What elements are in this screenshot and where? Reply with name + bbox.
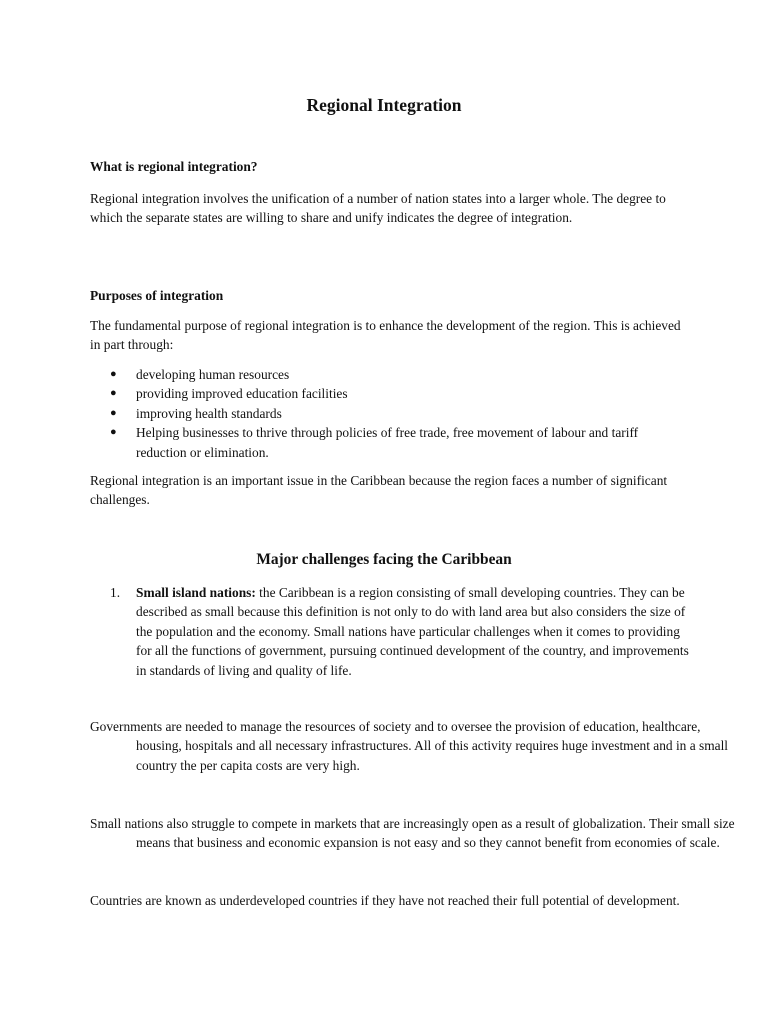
list-item (90, 423, 690, 462)
bullet-text: developing human resources (136, 367, 290, 382)
bullet-text: providing improved education facilities (136, 386, 348, 402)
document-title: Regional Integration (306, 95, 462, 115)
list-number: 1. (110, 585, 121, 600)
section-heading-major-challenges: Major challenges facing the Caribbean (256, 551, 512, 568)
bullet-icon: ● (110, 387, 117, 400)
challenge-lead-text: Small island nations: (136, 585, 256, 600)
section-heading-purposes: Purposes of integration (90, 288, 224, 303)
list-item (90, 365, 690, 384)
challenge-body-text: the Caribbean is a region consisting of small developing countries. They can be described as small because this definition is not only to do with land area but also considers the size of the population and the economy. Small nations have particular challenges when it comes to providing for all the functions of government, pursuing continued development of the country, and improvements in standards of living and quality of life. (136, 585, 689, 678)
list-item (90, 583, 690, 680)
purposes-bullet-list (90, 365, 690, 462)
purposes-intro-paragraph: The fundamental purpose of regional integration is to enhance the development of the region. This is achieved in part through: (90, 318, 681, 353)
caribbean-importance-paragraph: Regional integration is an important issue in the Caribbean because the region faces a number of significant challenges. (90, 473, 668, 508)
bullet-icon: ● (110, 368, 117, 380)
small-nations-paragraph: Small nations also struggle to compete in markets that are increasingly open as a result of globalization. Their small size means that business and economic expansion is not easy and so they cannot benefit from economies of scale. (90, 816, 735, 851)
bullet-text: Helping businesses to thrive through policies of free trade, free movement of labour and tariff reduction or elimination. (136, 425, 639, 460)
governments-paragraph: Governments are needed to manage the resources of society and to oversee the provision of education, healthcare, housing, hospitals and all necessary infrastructures. All of this activity requires huge investment and in a small country the per capita costs are very high. (90, 719, 729, 773)
bullet-icon: ● (110, 406, 117, 419)
challenges-numbered-list (90, 583, 690, 680)
list-item (90, 404, 690, 423)
list-item (90, 384, 690, 403)
section-heading-what-is: What is regional integration? (90, 159, 258, 174)
bullet-icon: ● (110, 426, 117, 439)
bullet-text: improving health standards (136, 405, 282, 421)
definition-paragraph: Regional integration involves the unification of a number of nation states into a larger whole. The degree to which the separate states are willing to share and unify indicates the degree of integration. (90, 191, 666, 226)
underdeveloped-paragraph: Countries are known as underdeveloped countries if they have not reached their full potential of development. (90, 893, 680, 908)
